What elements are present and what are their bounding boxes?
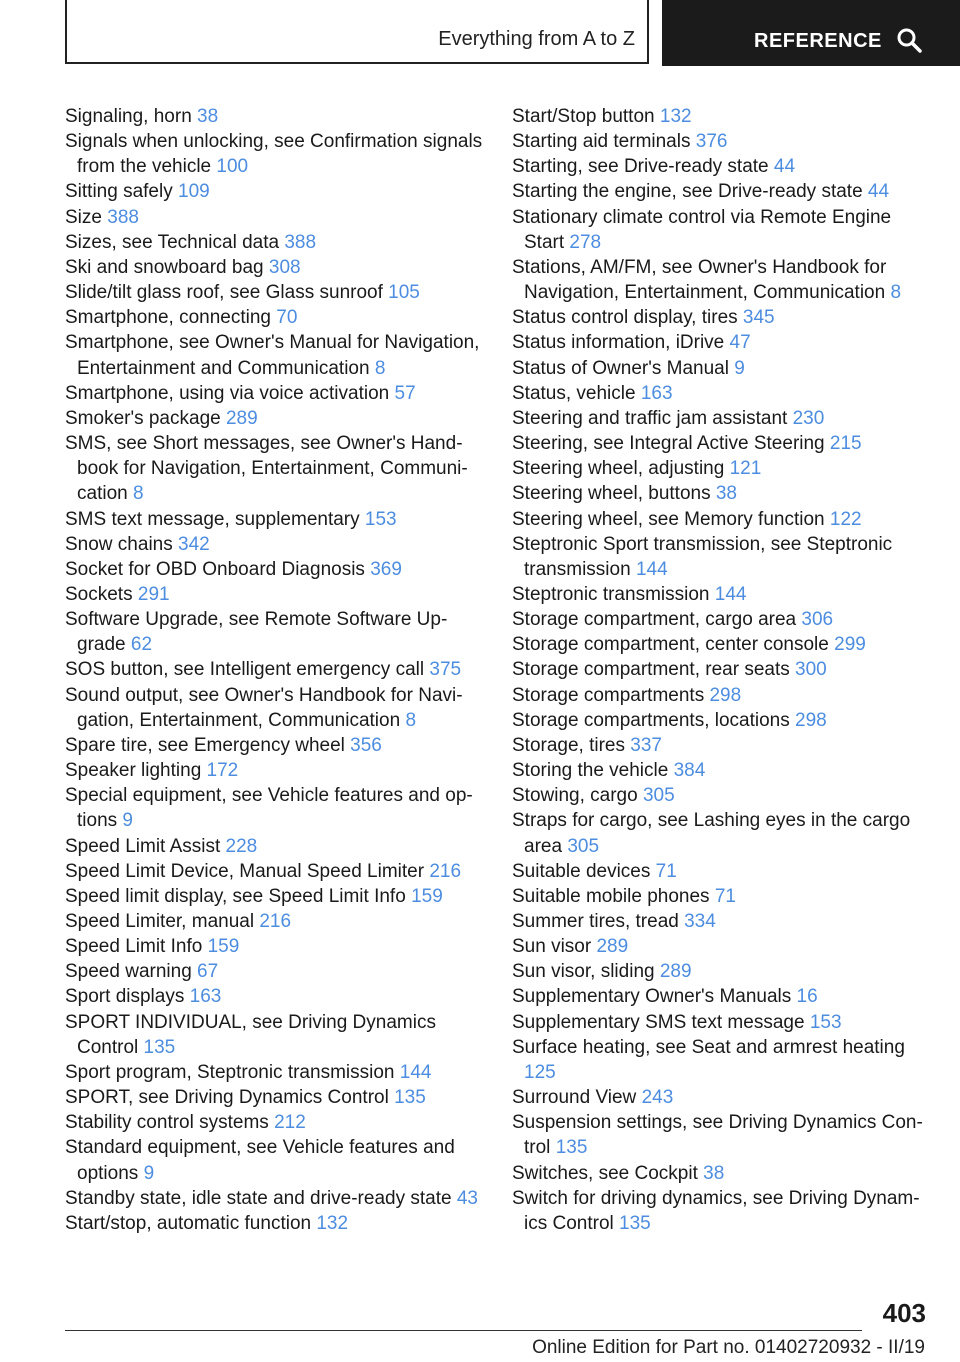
index-entry [512,632,932,657]
index-entry-page-link[interactable]: 71 [714,885,736,907]
index-entry-page-link[interactable]: 135 [143,1036,176,1058]
index-entry-page-link[interactable]: 153 [364,508,397,530]
index-column-left [65,104,485,1236]
index-entry-page-link[interactable]: 144 [635,558,668,580]
index-entry [65,733,485,758]
index-entry [65,205,485,230]
index-entry-page-link[interactable]: 299 [834,634,866,656]
index-entry-page-link[interactable]: 375 [429,659,462,681]
index-entry-page-link[interactable]: 230 [792,407,825,429]
index-entry-page-link[interactable]: 9 [734,357,745,379]
index-entry-text: Spare tire, see Emergency wheel [65,734,345,756]
index-entry-text: Status, vehicle [512,382,636,404]
footer-divider [65,1330,862,1331]
index-entry-page-link[interactable]: 38 [715,483,737,505]
index-entry-page-link[interactable]: 100 [216,156,249,178]
index-entry-text: Storage, tires [512,734,625,756]
index-entry [65,1135,485,1185]
index-entry [512,104,932,129]
index-entry-text: Status information, iDrive [512,332,725,354]
index-entry-page-link[interactable]: 121 [729,458,762,480]
index-entry-page-link[interactable]: 122 [829,508,862,530]
index-entry [65,984,485,1009]
index-entry-page-link[interactable]: 135 [394,1087,426,1109]
index-entry-text: Suitable devices [512,860,651,882]
index-entry-text: Surround View [512,1087,637,1109]
index-entry [65,934,485,959]
index-entry-page-link[interactable]: 305 [642,785,675,807]
index-entry-text: Steering, see Integral Active Steering [512,433,825,455]
index-entry [65,607,485,657]
index-entry [512,1035,932,1085]
index-entry-text: Ski and snowboard bag [65,256,264,278]
index-entry-text: Storage compartment, center console [512,634,829,656]
index-entry [512,356,932,381]
index-entry-page-link[interactable]: 67 [197,961,219,983]
header-section-box [65,0,649,64]
index-entry [65,179,485,204]
index-entry [65,557,485,582]
index-entry [65,683,485,733]
index-entry-page-link[interactable]: 70 [276,307,298,329]
index-entry-text: Standby state, idle state and drive-ready state [65,1187,452,1209]
index-entry [65,783,485,833]
index-entry-text: Straps for cargo, see Lashing eyes in the cargo area [512,810,911,857]
header-section-title: Everything from A to Z [438,28,635,50]
index-entry-page-link[interactable]: 163 [640,382,673,404]
index-entry-text: Switch for driving dynamics, see Driving Dynamics Control [512,1187,920,1234]
index-entry-text: Speed Limit Device, Manual Speed Limiter [65,860,425,882]
index-entry-text: Storing the vehicle [512,760,669,782]
index-entry-text: Suspension settings, see Driving Dynamics Control [512,1112,923,1159]
index-entry-text: Signals when unlocking, see Confirmation signals from the vehicle [65,131,483,178]
index-entry-page-link[interactable]: 132 [316,1212,349,1234]
index-entry-text: Steering wheel, buttons [512,483,711,505]
index-entry [512,909,932,934]
index-entry [512,154,932,179]
index-entry-text: Smoker's package [65,407,221,429]
index-entry-page-link[interactable]: 144 [714,583,747,605]
index-entry-text: Status control display, tires [512,307,738,329]
index-entry [512,984,932,1009]
index-entry-text: Slide/tilt glass roof, see Glass sunroof [65,282,383,304]
index-entry [512,406,932,431]
index-entry [65,280,485,305]
index-entry-page-link[interactable]: 62 [130,634,153,656]
index-entry-page-link[interactable]: 289 [659,961,692,983]
index-entry-text: Steering wheel, see Memory function [512,508,825,530]
index-entry-text: Speed Limit Assist [65,835,221,857]
page-number: 403 [882,1298,926,1328]
index-entry-text: Sockets [65,583,133,605]
index-entry-text: Sport displays [65,986,185,1008]
index-entry-page-link[interactable]: 57 [394,382,416,404]
index-entry-page-link[interactable]: 8 [405,709,417,731]
index-entry [512,708,932,733]
index-entry-text: Sizes, see Technical data [65,231,280,253]
index-entry-page-link[interactable]: 38 [703,1162,725,1184]
index-entry-page-link[interactable]: 9 [122,810,133,832]
index-entry-text: Stability control systems [65,1112,269,1134]
index-entry-page-link[interactable]: 44 [773,156,796,178]
index-entry [512,1110,932,1160]
index-entry [512,255,932,305]
index-entry [512,305,932,330]
index-entry [512,205,932,255]
index-entry-text: Speed limit display, see Speed Limit Info [65,885,406,907]
index-entry-page-link[interactable]: 300 [795,659,827,681]
index-entry-page-link[interactable]: 289 [596,936,629,958]
index-entry [512,129,932,154]
index-entry-page-link[interactable]: 291 [137,583,170,605]
index-entry [65,909,485,934]
index-entry-page-link[interactable]: 159 [207,936,240,958]
index-entry [65,104,485,129]
index-entry-text: SPORT INDIVIDUAL, see Driving Dynamics Control [65,1011,436,1058]
index-entry-text: Starting, see Drive-ready state [512,156,769,178]
index-entry [512,683,932,708]
index-entry-text: Starting the engine, see Drive-ready state [512,181,863,203]
index-entry-text: Sun visor [512,936,592,958]
index-entry-page-link[interactable]: 306 [801,609,834,631]
index-entry [512,959,932,984]
index-entry-page-link[interactable]: 216 [429,860,462,882]
index-entry [65,255,485,280]
index-entry-text: Smartphone, using via voice activation [65,382,390,404]
index-entry-page-link[interactable]: 298 [709,684,742,706]
index-entry-page-link[interactable]: 172 [206,760,239,782]
index-entry [65,507,485,532]
index-entry-text: Socket for OBD Onboard Diagnosis [65,558,365,580]
index-entry-page-link[interactable]: 132 [659,106,692,127]
index-entry [65,330,485,380]
index-entry-page-link[interactable]: 16 [796,986,818,1008]
index-entry [512,431,932,456]
index-entry-page-link[interactable]: 144 [399,1061,432,1083]
index-entry-text: Supplementary SMS text message [512,1011,805,1033]
index-entry-text: Sound output, see Owner's Handbook for Navigation, Entertainment, Communication [65,684,463,731]
index-entry-page-link[interactable]: 105 [388,282,420,304]
index-entry-text: Steptronic Sport transmission, see Steptronic transmission [512,533,893,580]
index-entry [512,884,932,909]
index-entry [512,607,932,632]
index-entry [65,532,485,557]
index-entry-text: Summer tires, tread [512,911,679,932]
index-entry-text: Status of Owner's Manual [512,357,729,379]
header-chapter-label: REFERENCE [754,30,882,52]
index-entry-page-link[interactable]: 8 [132,483,144,505]
index-entry-page-link[interactable]: 278 [569,231,602,253]
index-entry-page-link[interactable]: 9 [143,1162,155,1184]
index-entry-text: Sport program, Steptronic transmission [65,1061,395,1083]
index-entry [65,230,485,255]
index-entry [65,1010,485,1060]
index-entry-text: Stowing, cargo [512,785,638,807]
index-entry [512,507,932,532]
index-entry [512,1186,932,1236]
index-entry-text: Smartphone, see Owner's Manual for Navigation, Entertainment and Communication [65,332,480,379]
index-entry [65,406,485,431]
index-entry-text: Start/stop, automatic function [65,1212,312,1234]
index-entry-text: Storage compartment, rear seats [512,659,790,681]
index-entry-page-link[interactable]: 8 [890,282,902,304]
index-entry [65,1186,485,1211]
index-entry-text: Stations, AM/FM, see Owner's Handbook for Navigation, Entertainment, Communication [512,256,887,304]
index-entry-text: Sun visor, sliding [512,961,655,983]
index-entry [65,657,485,682]
index-entry-text: Stationary climate control via Remote Engine Start [512,206,892,253]
index-entry-page-link[interactable]: 38 [197,106,219,127]
index-entry-text: Storage compartments [512,684,705,706]
index-entry [65,959,485,984]
index-entry-page-link[interactable]: 342 [178,533,210,555]
index-entry-text: Steptronic transmission [512,583,710,605]
index-entry-text: Smartphone, connecting [65,307,271,329]
index-entry-page-link[interactable]: 388 [107,206,139,228]
index-entry [512,1085,932,1110]
index-entry-page-link[interactable]: 44 [867,181,890,203]
index-entry-text: Speed Limit Info [65,936,203,958]
index-entry [512,783,932,808]
index-entry-page-link[interactable]: 215 [829,433,862,455]
index-entry-page-link[interactable]: 216 [259,911,292,932]
index-entry-text: Snow chains [65,533,173,555]
index-entry-page-link[interactable]: 356 [350,734,382,756]
index-entry-text: Size [65,206,102,228]
index-entry-page-link[interactable]: 334 [684,911,716,932]
index-entry-page-link[interactable]: 163 [189,986,222,1008]
index-entry [65,582,485,607]
index-entry-text: Sitting safely [65,181,173,203]
index-entry [512,758,932,783]
index-entry [65,381,485,406]
index-entry [512,481,932,506]
index-entry [512,657,932,682]
index-entry [512,532,932,582]
index-entry [512,582,932,607]
index-entry [65,305,485,330]
index-entry-page-link[interactable]: 109 [178,181,210,203]
index-entry-page-link[interactable]: 308 [268,256,301,278]
search-icon[interactable] [896,27,922,53]
index-entry-page-link[interactable]: 135 [619,1212,651,1234]
index-entry [512,934,932,959]
index-entry-page-link[interactable]: 153 [809,1011,842,1033]
index-entry-text: SMS, see Short messages, see Owner's Handbook for Navigation, Entertainment, Communication [65,433,468,505]
index-entry-page-link[interactable]: 388 [284,231,317,253]
index-entry-page-link[interactable]: 71 [655,860,677,882]
index-entry [65,129,485,179]
index-entry-page-link[interactable]: 337 [630,734,662,756]
index-entry [512,456,932,481]
index-entry-text: Storage compartment, cargo area [512,609,797,631]
index-entry-page-link[interactable]: 298 [795,709,827,731]
index-entry-page-link[interactable]: 212 [274,1112,306,1134]
index-entry [65,884,485,909]
index-entry-page-link[interactable]: 384 [673,760,706,782]
index-entry-page-link[interactable]: 376 [695,131,728,153]
index-entry-text: Suitable mobile phones [512,885,710,907]
index-entry-page-link[interactable]: 345 [742,307,775,329]
index-entry [65,431,485,506]
index-entry [65,1211,485,1236]
index-entry-page-link[interactable]: 43 [456,1187,478,1209]
index-entry [512,733,932,758]
index-entry-text: Start/Stop button [512,106,655,127]
index-entry-text: Storage compartments, locations [512,709,790,731]
index-entry [512,179,932,204]
index-entry-text: Starting aid terminals [512,131,691,153]
index-entry [512,1161,932,1186]
index-entry-text: Switches, see Cockpit [512,1162,698,1184]
index-entry-text: SOS button, see Intelligent emergency call [65,659,425,681]
index-entry-text: SMS text message, supplementary [65,508,360,530]
index-entry-page-link[interactable]: 47 [729,332,751,354]
index-entry-page-link[interactable]: 228 [225,835,258,857]
header-chapter-tab[interactable] [662,0,960,66]
index-entry-text: Steering and traffic jam assistant [512,407,788,429]
footer-edition-text: Online Edition for Part no. 01402720932 - II/19 [532,1337,925,1358]
index-entry [65,1060,485,1085]
index-entry-page-link[interactable]: 135 [555,1137,588,1159]
index-entry [65,834,485,859]
index-column-right [512,104,932,1236]
index-entry [65,758,485,783]
index-entry-text: SPORT, see Driving Dynamics Control [65,1087,389,1109]
index-entry-text: Speed Limiter, manual [65,911,255,932]
index-entry-text: Speed warning [65,961,192,983]
index-entry [65,1110,485,1135]
index-entry-page-link[interactable]: 8 [374,357,386,379]
index-entry [65,859,485,884]
index-entry-page-link[interactable]: 243 [641,1087,674,1109]
index-entry-page-link[interactable]: 305 [567,835,600,857]
index-entry [512,808,932,858]
index-entry [512,1010,932,1035]
index-entry [65,1085,485,1110]
index-entry-page-link[interactable]: 369 [370,558,402,580]
index-entry [512,330,932,355]
index-entry-page-link[interactable]: 159 [411,885,443,907]
index-entry [512,381,932,406]
index-entry-page-link[interactable]: 289 [225,407,258,429]
index-entry-text: Supplementary Owner's Manuals [512,986,792,1008]
index-entry-text: Steering wheel, adjusting [512,458,725,480]
index-entry [512,859,932,884]
index-entry-text: Signaling, horn [65,106,192,127]
index-entry-page-link[interactable]: 125 [524,1061,556,1083]
index-entry-text: Special equipment, see Vehicle features and options [65,785,473,832]
index-entry-text: Speaker lighting [65,760,202,782]
index-entry-text: Surface heating, see Seat and armrest heating [512,1036,905,1058]
index-entry-text: Software Upgrade, see Remote Software Upgrade [65,609,448,656]
index-entry-text: Standard equipment, see Vehicle features and options [65,1137,455,1184]
